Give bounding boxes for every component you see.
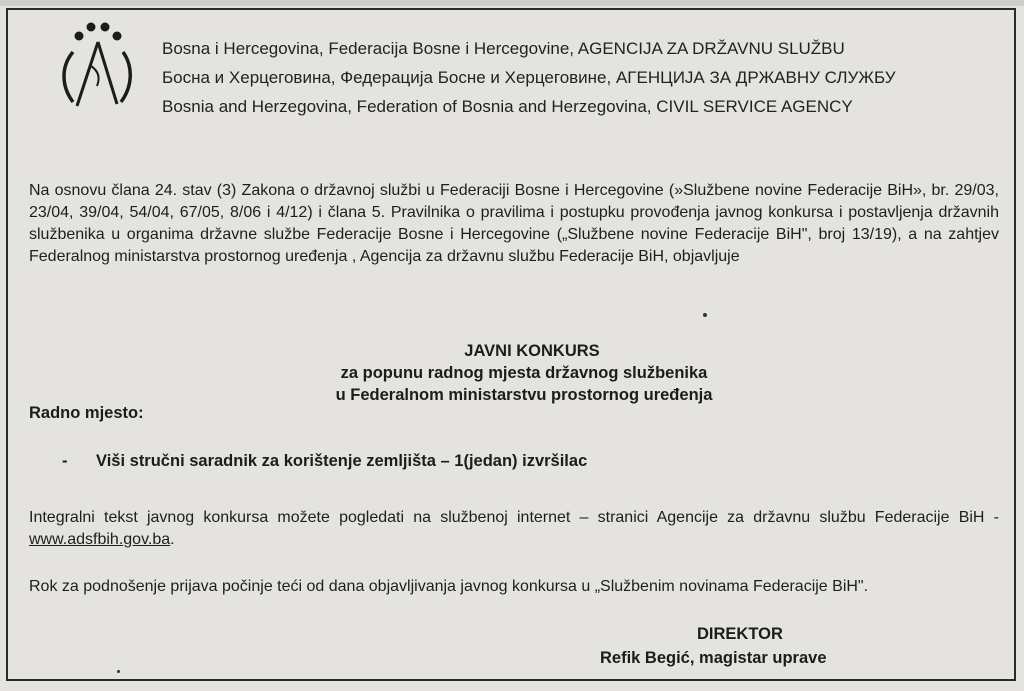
agency-website-link[interactable]: www.adsfbih.gov.ba [29, 531, 171, 548]
page-top-edge [0, 0, 1024, 6]
intro-paragraph: Na osnovu člana 24. stav (3) Zakona o državnoj službi u Federaciji Bosne i Hercegovine (»Službene novine Federacije BiH», br. 29/03, 23/04, 39/04, 54/04, 67/05, 8/06 i 4/12) i člana 5. Pravilnika o pravilima i postupku provođenja javnog konkursa i postavljenja državnih službenika u organima državne službe Federacije Bosne i Hercegovine („Službene novine Federacije BiH", broj 13/19), a na zahtjev Federalnog ministarstva prostornog uređenja , Agencija za državnu službu Federacije BiH, objavljuje [29, 182, 999, 265]
position-item [62, 452, 587, 471]
print-speck [703, 313, 707, 317]
director-title: DIREKTOR [697, 625, 783, 643]
header-line-serbian: Босна и Херцеговина, Федерација Босне и Херцеговине, АГЕНЦИЈА ЗА ДРЖАВНУ СЛУЖБУ [162, 68, 896, 87]
title-main: JAVNI KONKURS [464, 342, 600, 360]
integral-text: Integralni tekst javnog konkursa možete pogledati na službenoj internet – stranici Agencije za državnu službu Federacije BiH - [29, 509, 999, 526]
position-bullet: - [62, 452, 68, 470]
agency-header [162, 34, 1002, 121]
integral-paragraph [29, 507, 999, 551]
position-label: Radno mjesto: [29, 404, 144, 422]
print-speck [117, 670, 120, 673]
header-line-bosnian: Bosna i Hercegovina, Federacija Bosne i Hercegovine, AGENCIJA ZA DRŽAVNU SLUŽBU [162, 39, 845, 58]
header-line-english: Bosnia and Herzegovina, Federation of Bosnia and Herzegovina, CIVIL SERVICE AGENCY [162, 97, 853, 116]
title-subtitle-2: u Federalnom ministarstvu prostornog uređenja [335, 386, 713, 404]
integral-suffix: . [170, 531, 175, 548]
notice-title [0, 340, 1024, 406]
agency-logo-icon [55, 14, 135, 124]
deadline-paragraph: Rok za podnošenje prijava počinje teći od dana objavljivanja javnog konkursa u „Službenim novinama Federacije BiH". [29, 578, 869, 595]
title-subtitle-1: za popunu radnog mjesta državnog službenika [340, 364, 708, 382]
director-name: Refik Begić, magistar uprave [600, 649, 827, 667]
position-text: Viši stručni saradnik za korištenje zemljišta – 1(jedan) izvršilac [96, 452, 588, 470]
